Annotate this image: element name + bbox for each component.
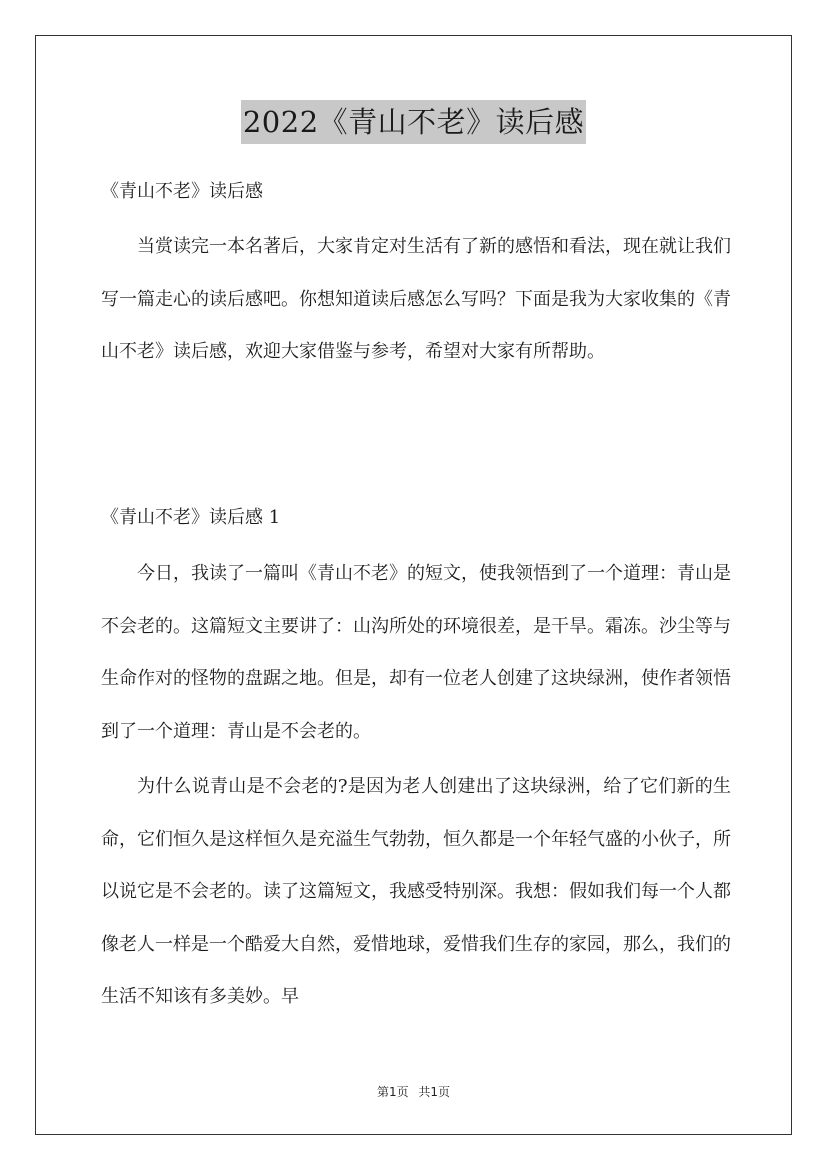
intro-heading: 《青山不老》读后感 (101, 181, 263, 202)
intro-paragraph: 当赏读完一本名著后，大家肯定对生活有了新的感悟和看法，现在就让我们写一篇走心的读后感吧。你想知道读后感怎么写吗？下面是我为大家收集的《青山不老》读后感，欢迎大家借鉴与参考，希望对大家有所帮助。 (101, 236, 731, 362)
page-number: 第1页 (376, 1085, 409, 1099)
document-title: 2022《青山不老》读后感 (241, 100, 586, 144)
title-container (0, 100, 827, 144)
essay-1-paragraph-2: 为什么说青山是不会老的?是因为老人创建出了这块绿洲，给了它们新的生命，它们恒久是这样恒久是充溢生气勃勃，恒久都是一个年轻气盛的小伙子，所以说它是不会老的。读了这篇短文，我感受特别深。我想：假如我们每一个人都像老人一样是一个酷爱大自然，爱惜地球，爱惜我们生存的家园，那么，我们的生活不知该有多美妙。早 (101, 776, 731, 1007)
page-total: 共1页 (418, 1085, 451, 1099)
essay-1-heading: 《青山不老》读后感 1 (101, 507, 281, 528)
essay-1-paragraph-1: 今日，我读了一篇叫《青山不老》的短文，使我领悟到了一个道理：青山是不会老的。这篇短文主要讲了：山沟所处的环境很差，是干旱。霜冻。沙尘等与生命作对的怪物的盘踞之地。但是，却有一位老人创建了这块绿洲，使作者领悟到了一个道理：青山是不会老的。 (101, 563, 731, 742)
page-footer (0, 1083, 827, 1100)
